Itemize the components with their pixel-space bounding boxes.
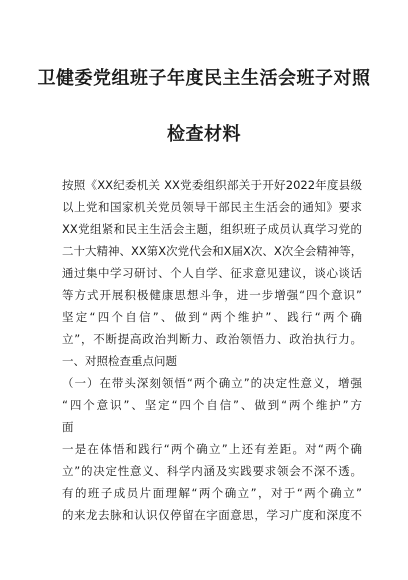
body-line-2: 以上党和国家机关党员领导干部民主生活会的通知》要求 xyxy=(62,200,362,214)
document-title-line-2: 检查材料 xyxy=(167,124,241,145)
body-line-11: “四个意识”、坚定“四个自信”、做到“两个维护”方 xyxy=(62,398,362,412)
section-heading: 一、对照检查重点问题 xyxy=(62,354,177,368)
body-line-5: 通过集中学习研讨、个人自学、征求意见建议，谈心谈话 xyxy=(62,266,362,280)
body-line-13: 一是在体悟和践行“两个确立”上还有差距。对“两个确 xyxy=(62,442,362,456)
body-line-3: XX党组紧和民主生活会主题，组织班子成员认真学习党的 xyxy=(62,222,362,236)
body-line-10: （一）在带头深刻领悟“两个确立”的决定性意义，增强 xyxy=(62,376,362,390)
document-title-line-1: 卫健委党组班子年度民主生活会班子对照 xyxy=(37,68,371,89)
body-line-12: 面 xyxy=(62,420,74,434)
body-line-14: 立”的决定性意义、科学内涵及实践要求领会不深不透。 xyxy=(62,464,362,478)
body-line-16: 的来龙去脉和认识仅停留在字面意思，学习广度和深度不 xyxy=(62,508,362,522)
body-line-7: 坚定“四个自信”、做到“两个维护”、践行“两个确 xyxy=(62,310,362,324)
body-line-1: 按照《XX纪委机关 XX党委组织部关于开好2022年度县级 xyxy=(62,178,362,192)
body-line-6: 等方式开展积极健康思想斗争，进一步增强“四个意识” xyxy=(62,288,362,302)
body-line-8: 立”，不断提高政治判断力、政治领悟力、政治执行力。 xyxy=(62,332,362,346)
body-line-4: 二十大精神、XX第X次党代会和X届X次、X次全会精神等， xyxy=(62,244,363,258)
body-line-15: 有的班子成员片面理解“两个确立”，对于“两个确立” xyxy=(62,486,362,500)
